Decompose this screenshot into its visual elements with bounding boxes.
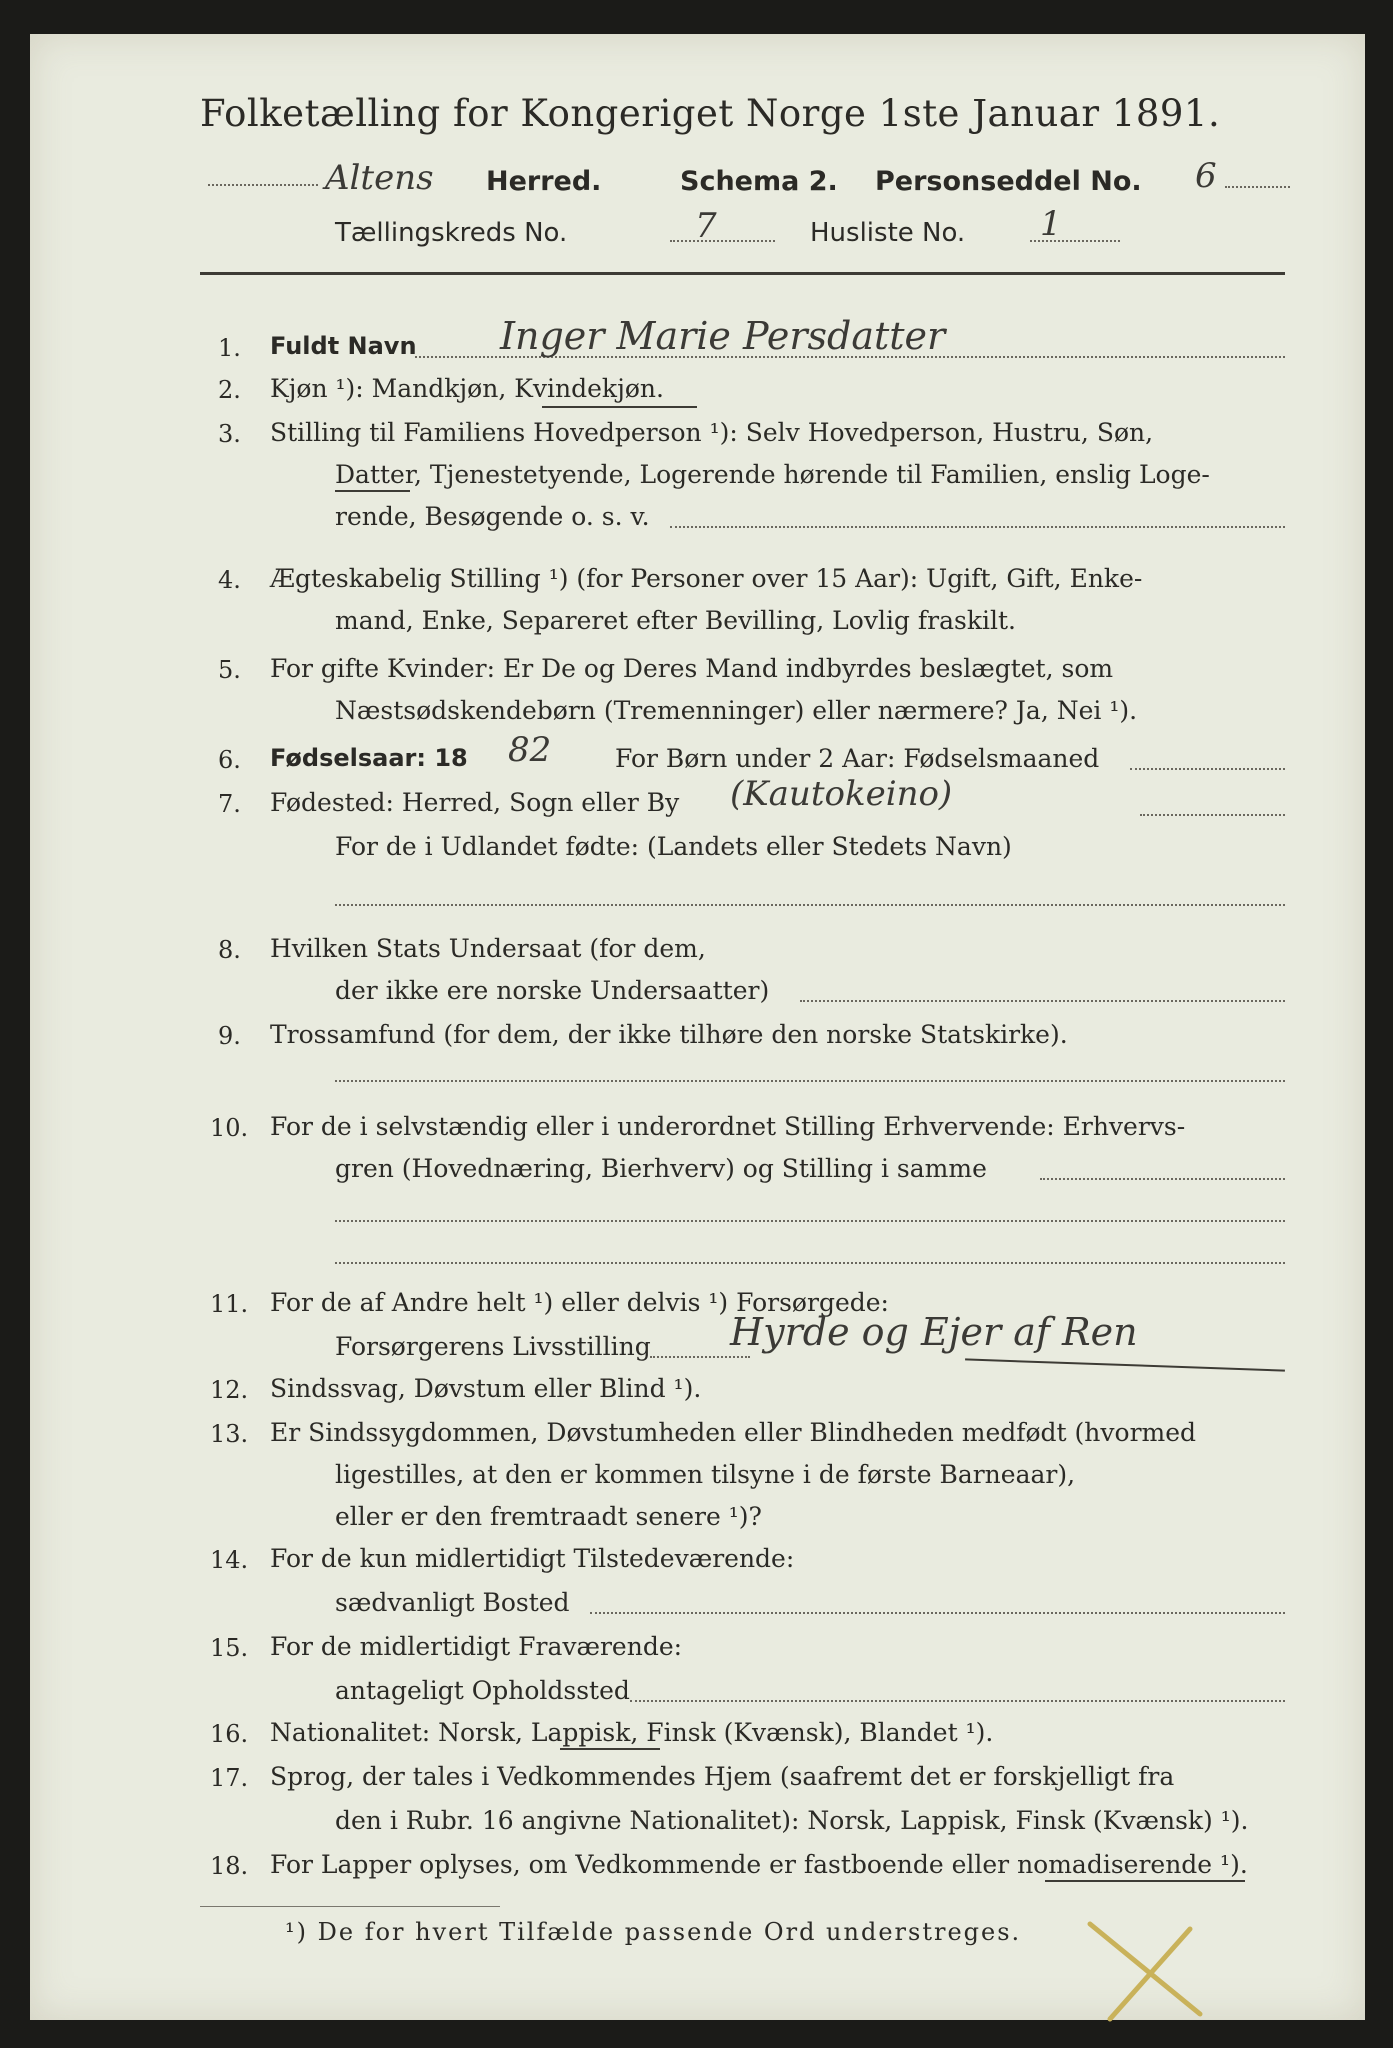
item-4-line-2: mand, Enke, Separeret efter Bevilling, Lovlig fraskilt. xyxy=(335,606,1016,635)
item-7-dots-2 xyxy=(335,904,1285,906)
item-10-dots-3 xyxy=(335,1262,1285,1264)
item-14-line-1: For de kun midlertidigt Tilstedeværende: xyxy=(270,1544,795,1573)
item-number: 8. xyxy=(218,936,241,964)
item-11-rule xyxy=(965,1358,1285,1371)
footnote-rule xyxy=(200,1906,500,1907)
item-10-dots xyxy=(1040,1178,1285,1180)
husliste-label: Husliste No. xyxy=(810,218,966,248)
personseddel-dots xyxy=(1225,186,1290,188)
personseddel-label: Personseddel No. xyxy=(875,166,1142,197)
item-6-dots xyxy=(1130,768,1285,770)
item-number: 13. xyxy=(210,1420,249,1448)
full-name-value: Inger Marie Persdatter xyxy=(500,314,946,358)
header-rule xyxy=(200,272,1285,275)
item-17-line-1: Sprog, der tales i Vedkommendes Hjem (saafremt det er forskjelligt fra xyxy=(270,1762,1175,1791)
herred-value: Altens xyxy=(325,158,434,198)
item-7-dots xyxy=(1140,814,1285,816)
item-number: 17. xyxy=(210,1764,249,1792)
item-11-dots xyxy=(650,1356,750,1358)
provider-occupation-value: Hyrde og Ejer af Ren xyxy=(730,1310,1138,1354)
footnote: ¹) De for hvert Tilfælde passende Ord understreges. xyxy=(285,1918,1022,1946)
item-3-dots xyxy=(670,526,1285,528)
item-number: 16. xyxy=(210,1720,249,1748)
item-2-line-1: Kjøn ¹): Mandkjøn, Kvindekjøn. xyxy=(270,374,664,403)
item-13-line-2: ligestilles, at den er kommen tilsyne i de første Barneaar), xyxy=(335,1460,1076,1489)
item-10-line-2: gren (Hovednæring, Bierhverv) og Stilling i samme xyxy=(335,1154,987,1183)
herred-dots xyxy=(208,184,318,186)
item-13-line-1: Er Sindssygdommen, Døvstumheden eller Blindheden medfødt (hvormed xyxy=(270,1418,1197,1447)
item-8-dots xyxy=(800,1000,1285,1002)
item-9-dots xyxy=(335,1080,1285,1082)
form-title: Folketælling for Kongeriget Norge 1ste Januar 1891. xyxy=(200,92,1221,135)
item-7-line-1: Fødested: Herred, Sogn eller By xyxy=(270,788,680,817)
item-15-line-1: For de midlertidigt Fraværende: xyxy=(270,1632,683,1661)
item-number: 3. xyxy=(218,420,241,448)
item-1-label: Fuldt Navn xyxy=(270,332,417,360)
underline-kvindekjon xyxy=(542,406,697,408)
husliste-dots xyxy=(1030,240,1120,242)
item-14-dots xyxy=(590,1612,1285,1614)
item-number: 18. xyxy=(210,1852,249,1880)
item-10-line-1: For de i selvstændig eller i underordnet Stilling Erhvervende: Erhvervs- xyxy=(270,1112,1186,1141)
item-3-line-3: rende, Besøgende o. s. v. xyxy=(335,502,650,531)
item-number: 2. xyxy=(218,376,241,404)
item-number: 9. xyxy=(218,1022,241,1050)
birthplace-value: (Kautokeino) xyxy=(730,774,953,814)
item-number: 14. xyxy=(210,1546,249,1574)
pencil-x-mark xyxy=(1080,1914,1220,2024)
item-number: 7. xyxy=(218,790,241,818)
item-number: 10. xyxy=(210,1114,249,1142)
husliste-value: 1 xyxy=(1040,204,1062,244)
item-number: 4. xyxy=(218,566,241,594)
item-4-line-1: Ægteskabelig Stilling ¹) (for Personer over 15 Aar): Ugift, Gift, Enke- xyxy=(270,564,1143,593)
item-3-line-2: Datter, Tjenestetyende, Logerende hørende til Familien, enslig Loge- xyxy=(335,460,1210,489)
item-number: 6. xyxy=(218,746,241,774)
item-7-line-2: For de i Udlandet fødte: (Landets eller Stedets Navn) xyxy=(335,832,1012,861)
item-5-line-2: Næstsødskendebørn (Tremenninger) eller nærmere? Ja, Nei ¹). xyxy=(335,696,1138,725)
item-5-line-1: For gifte Kvinder: Er De og Deres Mand indbyrdes beslægtet, som xyxy=(270,654,1114,683)
taellingskreds-value: 7 xyxy=(695,206,717,246)
item-6-line-1: Fødselsaar: 18 xyxy=(270,744,468,772)
item-9-line-1: Trossamfund (for dem, der ikke tilhøre den norske Statskirke). xyxy=(270,1020,1068,1049)
item-18-line-1: For Lapper oplyses, om Vedkommende er fastboende eller nomadiserende ¹). xyxy=(270,1850,1248,1879)
taellingskreds-label: Tællingskreds No. xyxy=(335,218,568,248)
item-12-line-1: Sindssvag, Døvstum eller Blind ¹). xyxy=(270,1374,702,1403)
census-form-sheet xyxy=(30,34,1365,2020)
item-11-line-2: Forsørgerens Livsstilling xyxy=(335,1332,651,1361)
item-15-dots xyxy=(630,1700,1285,1702)
item-8-line-2: der ikke ere norske Undersaatter) xyxy=(335,976,770,1005)
underline-nomadiserende xyxy=(1045,1880,1245,1882)
item-11-line-1: For de af Andre helt ¹) eller delvis ¹) Forsørgede: xyxy=(270,1288,889,1317)
birth-year-value: 82 xyxy=(508,730,552,770)
item-8-line-1: Hvilken Stats Undersaat (for dem, xyxy=(270,934,706,963)
item-13-line-3: eller er den fremtraadt senere ¹)? xyxy=(335,1502,762,1531)
schema-label: Schema 2. xyxy=(680,166,838,197)
item-number: 15. xyxy=(210,1634,249,1662)
item-10-dots-2 xyxy=(335,1220,1285,1222)
item-3-line-1: Stilling til Familiens Hovedperson ¹): Selv Hovedperson, Hustru, Søn, xyxy=(270,418,1154,447)
item-16-line-1: Nationalitet: Norsk, Lappisk, Finsk (Kvænsk), Blandet ¹). xyxy=(270,1718,994,1747)
item-number: 5. xyxy=(218,656,241,684)
item-number: 1. xyxy=(218,334,241,362)
item-17-line-2: den i Rubr. 16 angivne Nationalitet): Norsk, Lappisk, Finsk (Kvænsk) ¹). xyxy=(335,1806,1249,1835)
taellingskreds-dots xyxy=(670,240,775,242)
item-14-line-2: sædvanligt Bosted xyxy=(335,1588,570,1617)
item-6-line-2: For Børn under 2 Aar: Fødselsmaaned xyxy=(615,744,1100,773)
underline-datter xyxy=(335,490,410,492)
herred-label: Herred. xyxy=(486,166,602,197)
item-15-line-2: antageligt Opholdssted xyxy=(335,1676,630,1705)
personseddel-value: 6 xyxy=(1195,156,1217,196)
item-number: 12. xyxy=(210,1376,249,1404)
underline-lappisk xyxy=(560,1748,660,1750)
item-number: 11. xyxy=(210,1290,249,1318)
